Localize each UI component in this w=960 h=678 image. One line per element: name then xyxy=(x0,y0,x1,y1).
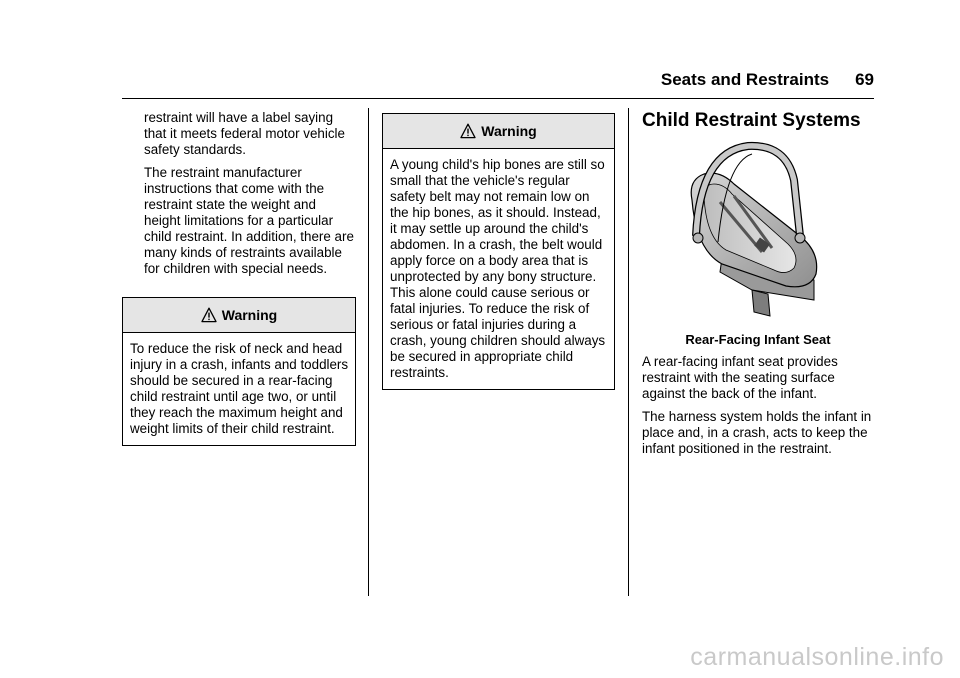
warning-text: To reduce the risk of neck and head injury in a crash, infants and toddlers should be secured in a rear-facing child restraint until age two, or until they reach the maximum height and weight limits of their child restraint. xyxy=(130,341,349,436)
column-divider-1 xyxy=(368,108,369,596)
warning-box-hip-bones xyxy=(382,113,615,390)
paragraph: The restraint manufacturer instructions that come with the restraint state the weight and height limitations for a particular child restraint. In addition, there are many kinds of restraints available for children with special needs. xyxy=(144,165,354,276)
warning-title: Warning xyxy=(221,307,278,323)
warning-box-neck-injury xyxy=(122,297,356,446)
section-heading: Child Restraint Systems xyxy=(642,110,861,131)
section-title: Seats and Restraints xyxy=(660,70,830,89)
column-divider-2 xyxy=(628,108,629,596)
warning-header xyxy=(123,298,355,333)
warning-triangle-icon xyxy=(460,123,476,139)
column-1 xyxy=(144,110,356,284)
infant-seat-illustration xyxy=(682,140,834,320)
header-rule xyxy=(122,98,874,99)
watermark: carmanualsonline.info xyxy=(690,643,944,671)
warning-triangle-icon xyxy=(201,307,217,323)
paragraph: restraint will have a label saying that it meets federal motor vehicle safety standards. xyxy=(144,110,345,157)
warning-header xyxy=(383,114,614,149)
column-3-text xyxy=(642,354,878,464)
warning-title: Warning xyxy=(481,123,537,139)
page-number: 69 xyxy=(855,70,874,89)
paragraph: A rear-facing infant seat provides restraint with the seating surface against the back of the infant. xyxy=(642,354,838,401)
page-header xyxy=(661,70,874,90)
figure-caption: Rear-Facing Infant Seat xyxy=(685,332,831,347)
warning-text: A young child's hip bones are still so small that the vehicle's regular safety belt may not remain low on the hip bones, as it should. Instead, it may settle up around the child's abdomen. In a crash, the belt would apply force on a body area that is unprotected by any bony structure. This alone could cause serious or fatal injuries. To reduce the risk of serious or fatal injuries during a crash, young children should always be secured in appropriate child restraints. xyxy=(390,157,606,380)
paragraph: The harness system holds the infant in place and, in a crash, acts to keep the infant positioned in the restraint. xyxy=(642,409,872,456)
